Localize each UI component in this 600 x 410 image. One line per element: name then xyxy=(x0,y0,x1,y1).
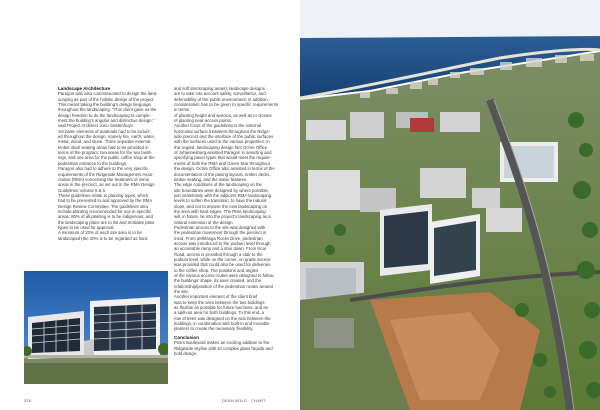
body-line: the design. Ochre Office also assisted in terms of the xyxy=(174,166,275,172)
body-line: metal, wood, and stone. Three separate external xyxy=(58,139,151,145)
aerial-photo xyxy=(300,0,600,410)
body-line: levels to soften the transition, to have the natural xyxy=(174,198,267,204)
body-line: include planting recommended for use in specific xyxy=(58,208,151,214)
body-line: as flexible as possible for future functions, and as xyxy=(174,305,268,311)
body-line: Six basic elements of materials had to be includ- xyxy=(58,128,151,134)
body-line: site boundaries were designed by where possible, xyxy=(174,187,270,193)
text-column-2 xyxy=(174,86,278,356)
body-line: access was introduced to the podium level through xyxy=(174,240,271,246)
building-exterior-illustration xyxy=(24,271,168,384)
body-line: consideration has to be given to specific requirements in terms xyxy=(174,102,278,113)
body-line: the site. xyxy=(174,289,190,295)
body-line: the landscaping plans are to list and motivate plant xyxy=(58,219,155,225)
body-line: The edge conditions of the landscaping on the xyxy=(174,182,262,188)
text-column-1 xyxy=(58,86,163,241)
body-line: Another important element of the client brief xyxy=(174,294,258,300)
page-number: 378 xyxy=(24,398,31,403)
building-exterior-photo xyxy=(24,271,168,384)
body-line: said Project Architect Jono Geldenhuys. xyxy=(58,123,134,129)
body-line: just seamlessly with the adjacent RMA landscaping xyxy=(174,192,272,198)
body-line: the buildings’ shape, its axes created, and the xyxy=(174,278,262,284)
body-line: a spill-out area for both buildings. To this end, a xyxy=(174,310,264,316)
body-line: of Johannesburg assisted Paragon in selecting and xyxy=(174,150,272,156)
body-line: documentation of the paving layouts, timber decks, xyxy=(174,171,271,177)
body-line: side precinct and the interface of the public surfaces xyxy=(174,134,274,140)
body-line: an accessible ramp and a stair down. From Ncai xyxy=(174,246,266,252)
body-line: Ridgeside skyline with its complex glass façade and xyxy=(174,345,273,351)
body-line: These guidelines relate to planting types, which xyxy=(58,192,149,198)
magazine-name: DEAN BOLD · CHART xyxy=(222,398,266,403)
body-line: This meant taking the building’s design language xyxy=(58,102,151,108)
body-line: of planting near access points. xyxy=(174,118,233,124)
body-line: areas in the precinct, as set out in the RMA Design xyxy=(58,182,155,188)
body-line: row of trees was designed on the axis between the xyxy=(174,315,271,321)
body-line: types to be used for approval. xyxy=(58,224,115,230)
body-line: Guidelines Volume 5 & 6. xyxy=(58,187,107,193)
body-line: ciation (RMA) concerning the treatment of some xyxy=(58,176,150,182)
body-line: podium level, while on the corner, on grade access xyxy=(174,257,271,262)
body-line: buildings, in combination with built-in and movable xyxy=(174,321,270,327)
body-line: planters to create the necessary flexibility. xyxy=(174,326,254,332)
body-line: and soft landscaping areas); landscape designs xyxy=(174,86,265,91)
body-line: was provided that could also be used for deliveries xyxy=(174,262,271,268)
body-line: Pedestrian access to the site was designed with xyxy=(174,224,266,230)
body-line: terms of the program: two areas for the two build- xyxy=(58,150,152,156)
body-line: ments of both the RMA and Green Star throughout xyxy=(174,160,271,166)
body-line: bold design. xyxy=(174,350,198,356)
body-line: landscaped (the 20% is to be regarded as hard xyxy=(58,235,148,241)
body-line: are to take into account safety, surveillance, and xyxy=(174,91,266,97)
body-line: scaping as part of the holistic design of the project. xyxy=(58,96,155,102)
body-line: slope, and not to impose the new landscaping on xyxy=(174,203,268,209)
body-line: of planting height and species, as well as to closure xyxy=(174,112,272,118)
body-line: horizontal surface treatment throughout the Ridge- xyxy=(174,128,271,134)
body-line: design freedom to do the landscaping to comple- xyxy=(58,112,151,118)
body-line: natural extension of the design. xyxy=(174,219,234,225)
body-line: Paragon was also commissioned to design the land- xyxy=(58,91,158,97)
body-line: defensibility of the public environment; in addition, xyxy=(174,96,269,102)
body-line: ings, and one area for the public coffee shop at the xyxy=(58,155,155,161)
body-line: this regard, landscaping design firm Ochre Office xyxy=(174,144,268,150)
body-line: Paragon also had to adhere to the very specific xyxy=(58,166,148,172)
body-line: Prism Boulevard makes an exciting addition to the xyxy=(174,340,270,346)
body-line: mind. From uMhlanga Rocks Drive, pedestrian xyxy=(174,235,263,241)
body-line: was to keep the area between the two buildings xyxy=(174,299,265,305)
body-line: to the coffee shop. The positions and angles xyxy=(174,267,259,273)
aerial-city-illustration xyxy=(300,0,600,410)
body-line: A minimum of 20% of each site area is to be xyxy=(58,230,142,236)
body-line: had to be presented to and approved by the RMA xyxy=(58,198,153,204)
section-heading-landscape: Landscape Architecture xyxy=(58,86,111,91)
body-line: ment the building’s angular and distinctive design,” xyxy=(58,118,155,124)
body-line: of the various access routes were designed to follow xyxy=(174,273,274,279)
body-line: Another focus of the guidelines is the external xyxy=(174,123,261,129)
body-line: the area with hard edges. The RMA landscaping xyxy=(174,208,266,214)
body-line: requirements of the Ridgeside Management Asso- xyxy=(58,171,154,177)
body-line: relationship/position of the pedestrian routes around xyxy=(174,283,273,289)
body-line: ed throughout the design, namely fire, earth, water, xyxy=(58,134,155,140)
body-line: specifying paver types that would meet the require- xyxy=(174,155,272,161)
body-line: areas; 80% of all planting is to be indigenous, and xyxy=(58,214,153,220)
body-line: timber seating, and the water features. xyxy=(174,176,248,182)
body-line: the pedestrian movement through the precinct in xyxy=(174,230,267,236)
body-line: with the surfaces used in the various properties. In xyxy=(174,139,270,145)
body-line: Design Review Committee. The guidelines also xyxy=(58,203,148,209)
body-line: pedestrian entrance to the buildings. xyxy=(58,160,128,166)
body-line: Road, access is provided through a stair to the xyxy=(174,251,263,257)
body-line: timber deck seating areas had to be provided in xyxy=(58,144,149,150)
section-heading-conclusion: Conclusion xyxy=(174,334,200,340)
body-line: throughout the landscaping. “This client gave us the xyxy=(58,107,157,113)
body-line: will, in future, tie into the project’s landscaping as a xyxy=(174,214,271,220)
